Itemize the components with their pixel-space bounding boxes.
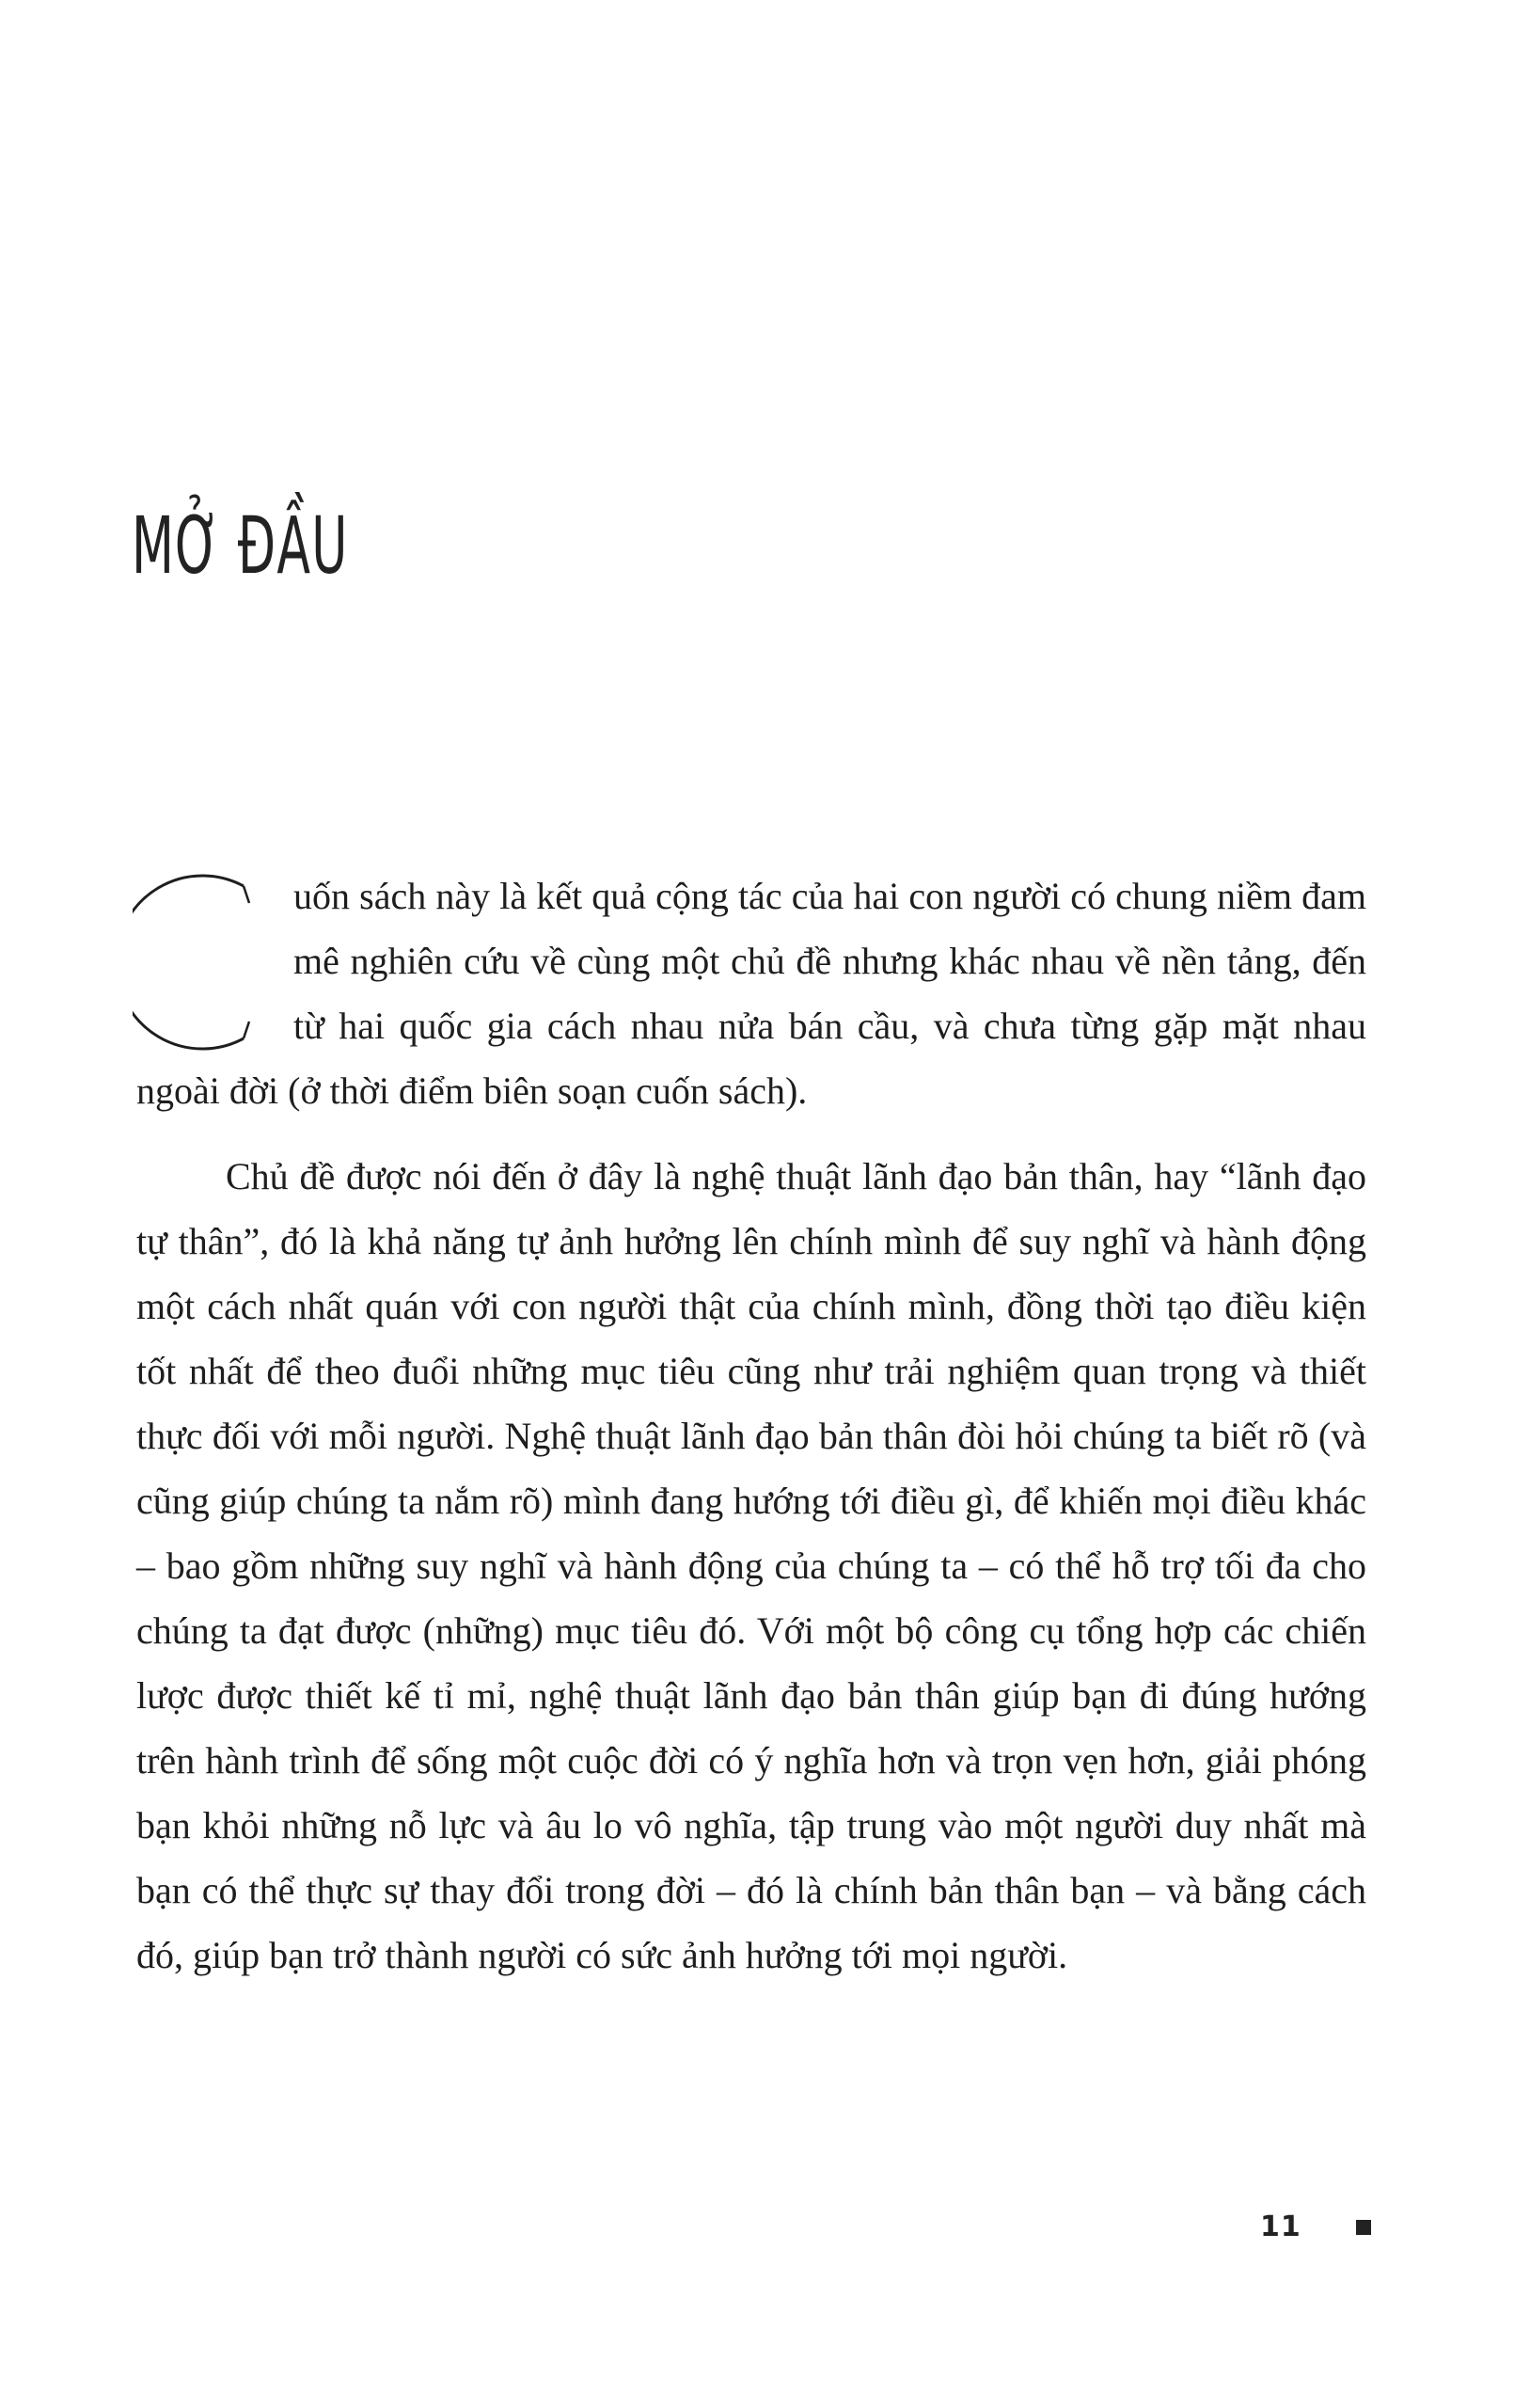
body-text (136, 863, 1366, 1988)
paragraph-2: Chủ đề được nói đến ở đây là nghệ thuật lãnh đạo bản thân, hay “lãnh đạo tự thân”, đó là khả năng tự ảnh hưởng lên chính mình để suy nghĩ và hành động một cách nhất quán với con người thật của chính mình, đồng thời tạo điều kiện tốt nhất để theo đuổi những mục tiêu cũng như trải nghiệm quan trọng và thiết thực đối với mỗi người. Nghệ thuật lãnh đạo bản thân đòi hỏi chúng ta biết rõ (và cũng giúp chúng ta nắm rõ) mình đang hướng tới điều gì, để khiến mọi điều khác – bao gồm những suy nghĩ và hành động của chúng ta – có thể hỗ trợ tối đa cho chúng ta đạt được (những) mục tiêu đó. Với một bộ công cụ tổng hợp các chiến lược được thiết kế tỉ mỉ, nghệ thuật lãnh đạo bản thân giúp bạn đi đúng hướng trên hành trình để sống một cuộc đời có ý nghĩa hơn và trọn vẹn hơn, giải phóng bạn khỏi những nỗ lực và âu lo vô nghĩa, tập trung vào một người duy nhất mà bạn có thể thực sự thay đổi trong đời – đó là chính bản thân bạn – và bằng cách đó, giúp bạn trở thành người có sức ảnh hưởng tới mọi người. (136, 1155, 1366, 1976)
chapter-title: MỞ ĐẦU (132, 499, 349, 592)
paragraph-1 (136, 863, 1366, 1123)
drop-cap (133, 865, 278, 1058)
page-footer (1260, 2210, 1371, 2243)
square-marker-icon (1356, 2220, 1371, 2235)
drop-cap-glyph (133, 865, 278, 1058)
page-number: 11 (1260, 2210, 1301, 2243)
paragraph-1-text: uốn sách này là kết quả cộng tác của hai con người có chung niềm đam mê nghiên cứu về cùng một chủ đề nhưng khác nhau về nền tảng, đến từ hai quốc gia cách nhau nửa bán cầu, và chưa từng gặp mặt nhau ngoài đời (ở thời điểm biên soạn cuốn sách). (136, 875, 1366, 1112)
